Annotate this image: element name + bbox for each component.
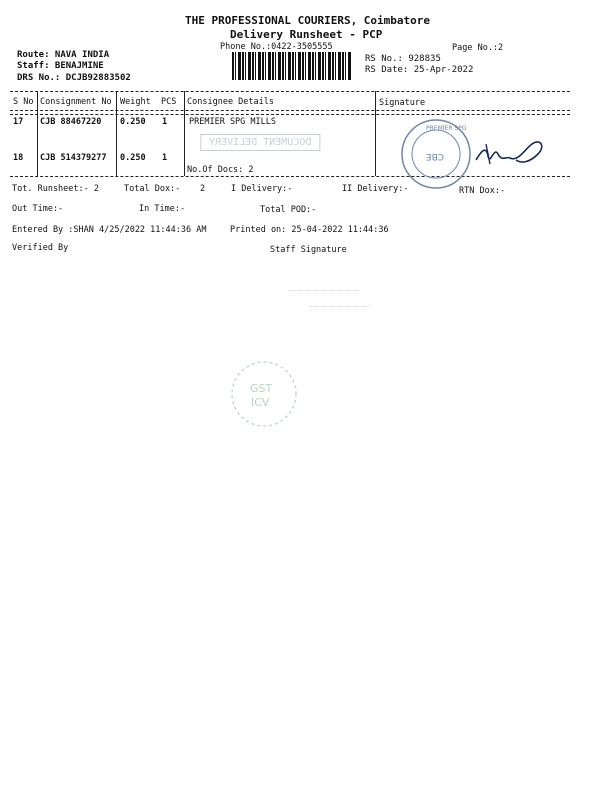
header-sno: S No xyxy=(13,97,34,107)
table-top-rule xyxy=(10,91,570,92)
faded-seal-line2: ICV xyxy=(251,396,270,409)
tot-runsheet: Tot. Runsheet:- 2 xyxy=(12,184,99,194)
rs-date: RS Date: 25-Apr-2022 xyxy=(365,65,474,75)
total-dox-value: 2 xyxy=(200,184,206,194)
table-header-rule xyxy=(10,110,570,111)
row-consignment: CJB 514379277 xyxy=(40,153,107,163)
staff-signature: Staff Signature xyxy=(270,245,347,255)
col-divider-4 xyxy=(375,91,376,176)
row-sno: 17 xyxy=(13,117,24,127)
i-delivery: I Delivery:- xyxy=(231,184,293,194)
seal-top-text: PREMIER SPG xyxy=(426,125,467,132)
verified-by: Verified By xyxy=(12,243,69,253)
company-name: THE PROFESSIONAL COURIERS, Coimbatore xyxy=(185,14,431,27)
header-pcs: PCS xyxy=(161,97,177,107)
row-pcs: 1 xyxy=(162,117,168,127)
total-pod: Total POD:- xyxy=(260,205,317,215)
seal-and-signature xyxy=(398,116,558,192)
route: Route: NAVA INDIA xyxy=(17,50,110,60)
phone-number: Phone No.:0422-3505555 xyxy=(220,42,333,52)
barcode xyxy=(232,52,352,80)
row-consignment: CJB 88467220 xyxy=(40,117,102,127)
col-divider-1 xyxy=(37,91,38,176)
table-header-rule-2 xyxy=(10,114,570,115)
out-time: Out Time:- xyxy=(12,204,64,214)
round-seal-icon xyxy=(402,120,470,188)
row-weight: 0.250 xyxy=(120,117,146,127)
ii-delivery: II Delivery:- xyxy=(342,184,409,194)
header-consignee: Consignee Details xyxy=(187,97,274,107)
row-consignee: PREMIER SPG MILLS xyxy=(189,117,276,127)
row-weight: 0.250 xyxy=(120,153,146,163)
in-time: In Time:- xyxy=(139,204,186,214)
faded-seal-icon xyxy=(226,358,302,430)
header-consignment: Consignment No xyxy=(40,97,112,107)
drs-number: DRS No.: DCJB92883502 xyxy=(17,73,131,83)
row-sno: 18 xyxy=(13,153,24,163)
row-pcs: 1 xyxy=(162,153,168,163)
header-signature: Signature xyxy=(379,98,426,108)
rtn-dox: RTN Dox:- xyxy=(459,186,506,196)
page-number: Page No.:2 xyxy=(452,43,504,53)
header-weight: Weight xyxy=(120,97,151,107)
printed-on: Printed on: 25-04-2022 11:44:36 xyxy=(230,225,389,235)
no-of-docs: No.Of Docs: 2 xyxy=(187,165,254,175)
seal-center-text: CBE xyxy=(425,151,444,161)
showthrough-mark xyxy=(310,306,370,307)
col-divider-3 xyxy=(184,91,185,176)
total-dox-label: Total Dox:- xyxy=(124,184,181,194)
faded-seal-line1: GST xyxy=(250,382,273,395)
sheet-title: Delivery Runsheet - PCP xyxy=(230,28,383,41)
rs-number: RS No.: 928835 xyxy=(365,54,441,64)
showthrough-mark xyxy=(290,290,360,291)
entered-by: Entered By :SHAN 4/25/2022 11:44:36 AM xyxy=(12,225,207,235)
staff: Staff: BENAJMINE xyxy=(17,61,104,71)
delivery-stamp: DOCUMENT DELIVERY xyxy=(200,134,320,151)
col-divider-2 xyxy=(116,91,117,176)
